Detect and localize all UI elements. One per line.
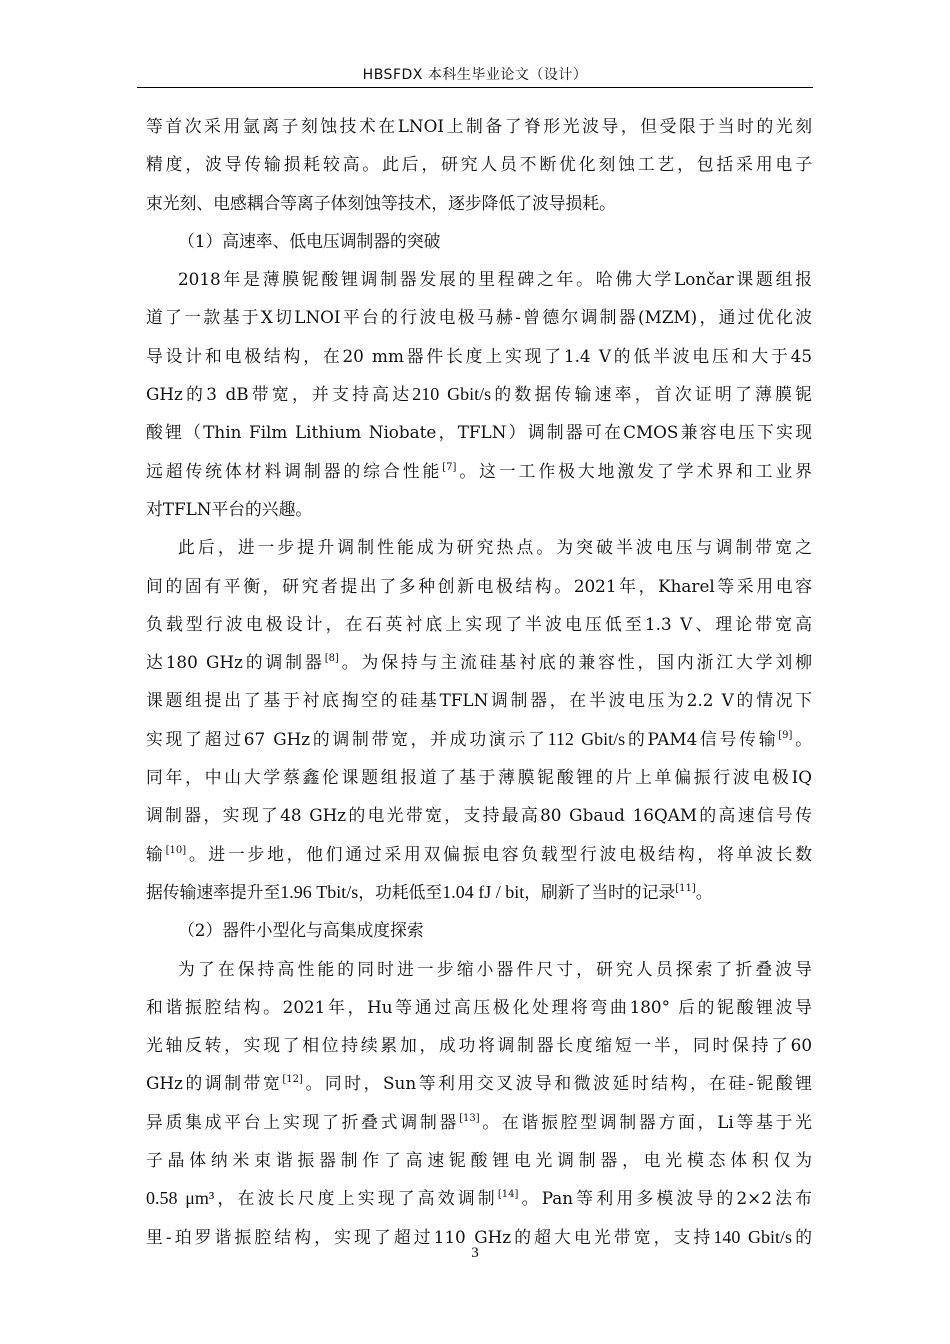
citation: [13] (459, 1112, 480, 1124)
text-line: 间的固有平衡，研究者提出了多种创新电极结构。2021年，Kharel等采用电容 (146, 575, 812, 596)
text-line (146, 375, 812, 413)
text-line: 2018年是薄膜铌酸锂调制器发展的里程碑之年。哈佛大学Lončar课题组报 (178, 269, 812, 290)
section-heading: （2）器件小型化与高集成度探索 (178, 920, 424, 941)
text-run: 达180 GHz的调制器 (146, 652, 325, 673)
text-line (146, 1179, 812, 1217)
text-line: 对TFLN平台的兴趣。 (146, 498, 313, 519)
citation: [9] (778, 729, 793, 741)
text-run: 的 (792, 1226, 812, 1247)
text-line: 束光刻、电感耦合等离子体刻蚀等技术，逐步降低了波导损耗。 (146, 192, 616, 213)
text-line: 道了一款基于X切LNOI平台的行波电极马赫-曾德尔调制器(MZM)，通过优化波 (146, 307, 812, 328)
text-run: 的PAM4信号传输 (625, 728, 779, 749)
math-expression: 1.96 Tbit/s (280, 881, 359, 902)
text-line: 负载型行波电极设计，在石英衬底上实现了半波电压低至1.3 V、理论带宽高 (146, 613, 812, 634)
section-heading: （1）高速率、低电压调制器的突破 (178, 230, 441, 251)
text-run: 的数据传输速率，首次证明了薄膜铌 (491, 384, 812, 405)
text-run: 。进一步地，他们通过采用双偏振电容负载型行波电极结构，将单波长数 (186, 843, 812, 864)
text-run: 。同时，Sun等利用交叉波导和微波延时结构，在硅-铌酸锂 (302, 1073, 812, 1094)
text-run: ，在波长尺度上实现了高效调制 (214, 1188, 498, 1209)
text-line (146, 835, 812, 873)
text-run: 。在谐振腔型调制器方面，Li等基于光 (479, 1111, 812, 1132)
text-run: ，刷新了当时的记录 (524, 881, 676, 902)
citation: [8] (324, 653, 339, 665)
running-head: HBSFDX 本科生毕业论文（设计） (362, 67, 588, 83)
math-expression: 1.04 fJ / bit (442, 881, 525, 902)
text-line: 同年，中山大学蔡鑫伦课题组报道了基于薄膜铌酸锂的片上单偏振行波电极IQ (146, 767, 812, 788)
text-run: 。Pan等利用多模波导的2×2法布 (518, 1188, 812, 1209)
header-rule (137, 87, 813, 88)
text-run: 里-珀罗谐振腔结构，实现了超过110 GHz的超大电光带宽，支持 (146, 1226, 714, 1247)
page-number: 3 (471, 1245, 479, 1261)
text-line: 酸锂（Thin Film Lithium Niobate，TFLN）调制器可在CMOS兼容电压下实现 (146, 422, 812, 443)
text-line (146, 1103, 812, 1141)
text-line: 为了在保持高性能的同时进一步缩小器件尺寸，研究人员探索了折叠波导 (178, 958, 812, 979)
text-run: 异质集成平台上实现了折叠式调制器 (146, 1111, 460, 1132)
body-text (146, 107, 812, 1256)
text-line: 光轴反转，实现了相位持续累加，成功将调制器长度缩短一半，同时保持了60 (146, 1035, 812, 1056)
text-line: 课题组提出了基于衬底掏空的硅基TFLN调制器，在半波电压为2.2 V的情况下 (146, 690, 812, 711)
text-line: 和谐振腔结构。2021年，Hu等通过高压极化处理将弯曲180° 后的铌酸锂波导 (146, 996, 812, 1017)
text-run: 。 (792, 728, 812, 749)
text-line: 导设计和电极结构，在20 mm器件长度上实现了1.4 V的低半波电压和大于45 (146, 345, 812, 366)
text-run: 。 (695, 881, 713, 902)
text-run: 远超传统体材料调制器的综合性能 (146, 460, 443, 481)
text-run: 。为保持与主流硅基衬底的兼容性，国内浙江大学刘柳 (338, 652, 812, 673)
text-line (146, 452, 812, 490)
text-line (146, 873, 812, 911)
math-expression: 140 Gbit/s (713, 1226, 793, 1247)
text-line: 调制器，实现了48 GHz的电光带宽，支持最高80 Gbaud 16QAM的高速信号传 (146, 805, 812, 826)
text-run: GHz的调制带宽 (146, 1073, 283, 1094)
citation: [12] (282, 1074, 303, 1086)
citation: [7] (442, 461, 457, 473)
text-run: GHz的3 dB带宽，并支持高达 (146, 384, 413, 405)
text-line: 子晶体纳米束谐振器制作了高速铌酸锂电光调制器，电光模态体积仅为 (146, 1150, 812, 1171)
text-line (146, 720, 812, 758)
math-expression: 210 Gbit/s (412, 384, 492, 405)
math-expression: 112 Gbit/s (547, 728, 626, 749)
text-line (146, 643, 812, 681)
text-line (146, 1064, 812, 1102)
text-line: 精度，波导传输损耗较高。此后，研究人员不断优化刻蚀工艺，包括采用电子 (146, 154, 812, 175)
text-line: 此后，进一步提升调制性能成为研究热点。为突破半波电压与调制带宽之 (178, 537, 812, 558)
text-run: ，功耗低至 (358, 881, 443, 902)
text-run: 据传输速率提升至 (146, 881, 281, 902)
citation: [11] (675, 882, 696, 894)
math-expression: 0.58 μm³ (146, 1188, 215, 1209)
text-run: 实现了超过67 GHz的调制带宽，并成功演示了 (146, 728, 548, 749)
citation: [14] (497, 1189, 519, 1201)
text-run: 输 (146, 843, 166, 864)
citation: [10] (165, 844, 187, 856)
text-line: 等首次采用氩离子刻蚀技术在LNOI上制备了脊形光波导，但受限于当时的光刻 (146, 116, 812, 136)
text-run: 。这一工作极大地激发了学术界和工业界 (456, 460, 812, 481)
